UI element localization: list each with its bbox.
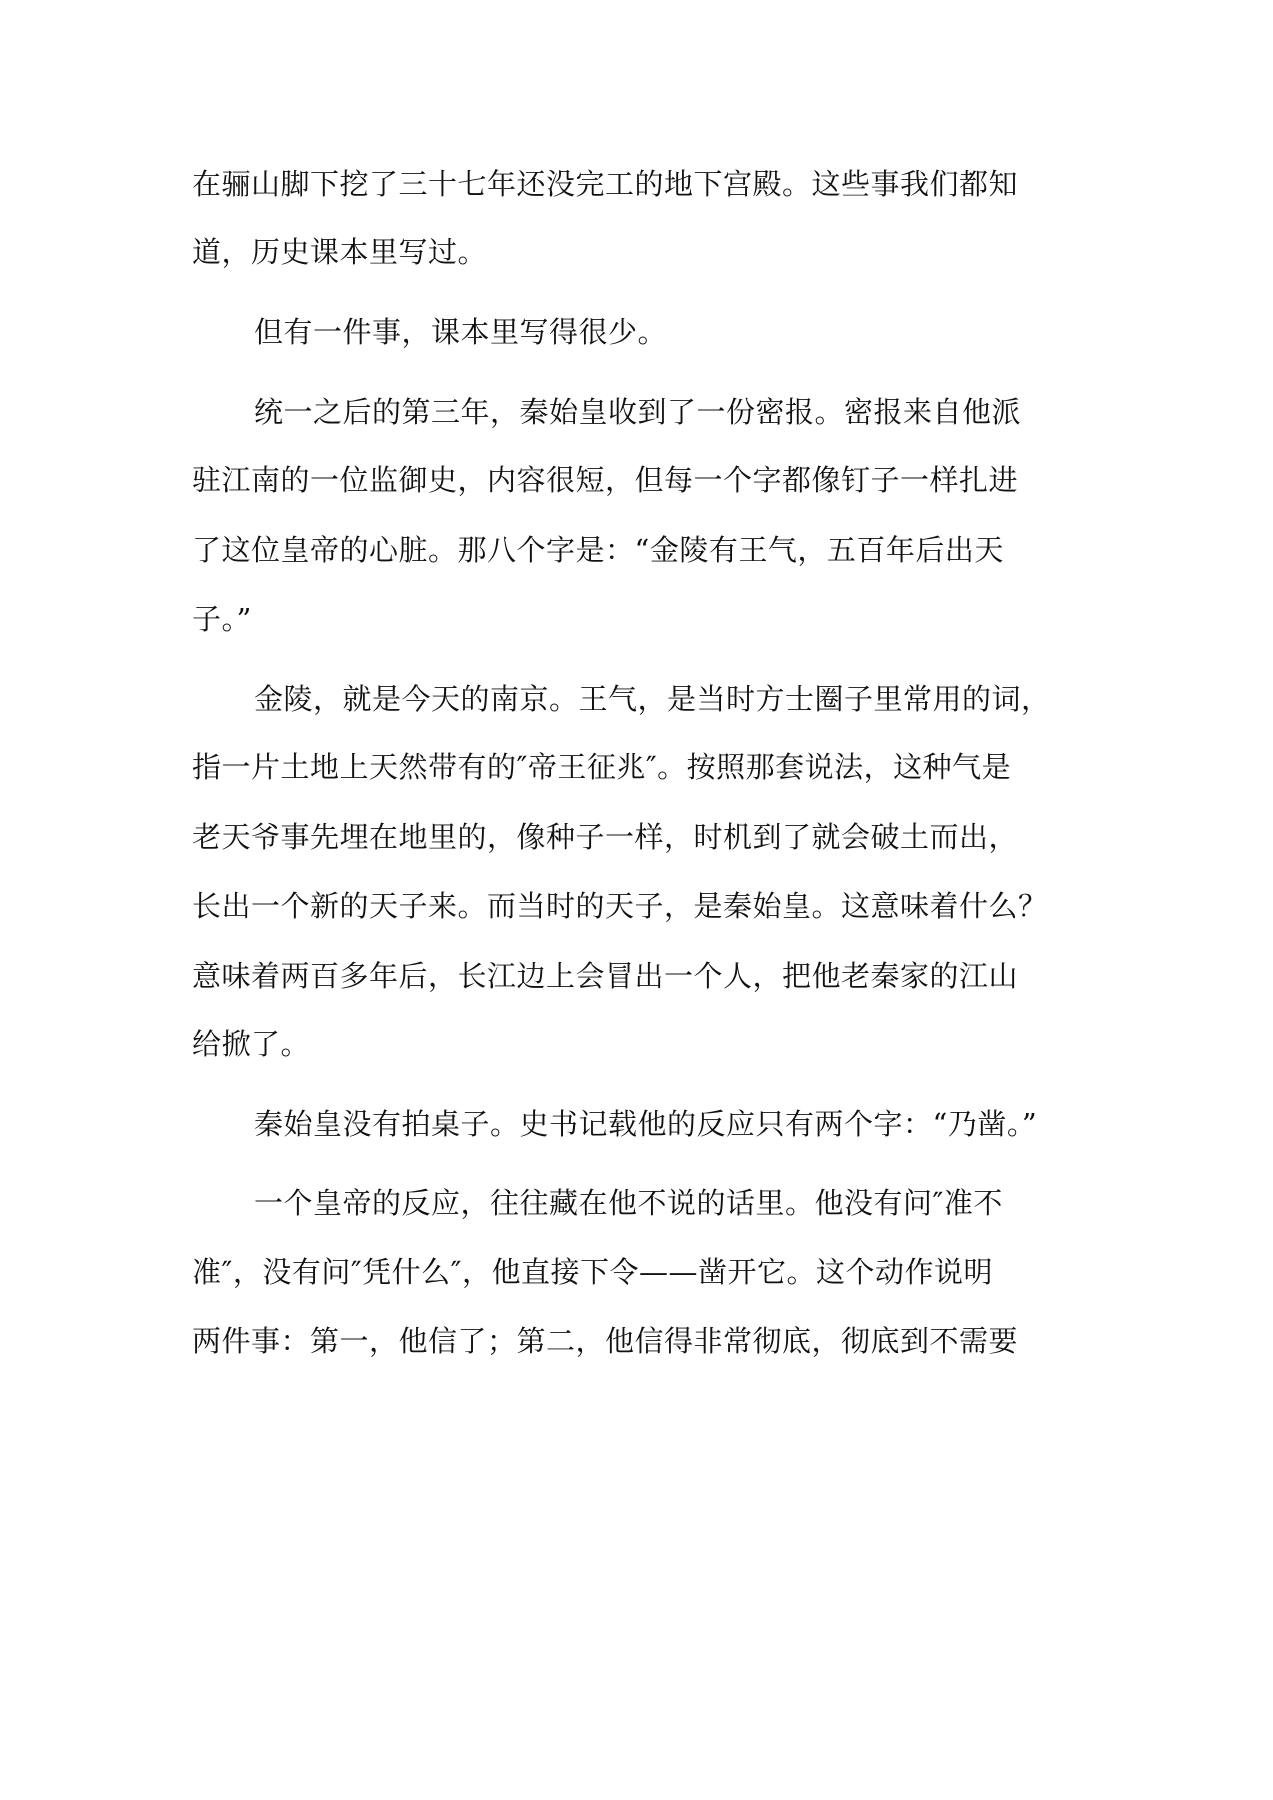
text-line: 了这位皇帝的心脏。那八个字是：“金陵有王气，五百年后出天: [192, 533, 1004, 567]
text-line: 子。”: [192, 602, 252, 636]
text-line: 两件事：第一，他信了；第二，他信得非常彻底，彻底到不需要: [192, 1324, 1019, 1358]
text-line: 长出一个新的天子来。而当时的天子，是秦始皇。这意味着什么？: [192, 889, 1048, 923]
paragraph-first-line: 秦始皇没有拍桌子。史书记载他的反应只有两个字：“乃凿。”: [254, 1107, 1038, 1141]
text-line: 在骊山脚下挖了三十七年还没完工的地下宫殿。这些事我们都知: [192, 167, 1019, 201]
text-line: 准″，没有问″凭什么″，他直接下令——凿开它。这个动作说明: [192, 1255, 993, 1289]
text-line: 给掀了。: [192, 1027, 311, 1061]
text-line: 道，历史课本里写过。: [192, 235, 488, 269]
text-line: 意味着两百多年后，长江边上会冒出一个人，把他老秦家的江山: [192, 959, 1019, 993]
paragraph-first-line: 但有一件事，课本里写得很少。: [254, 315, 668, 349]
paragraph-first-line: 金陵，就是今天的南京。王气，是当时方士圈子里常用的词，: [254, 682, 1051, 716]
paragraph-first-line: 统一之后的第三年，秦始皇收到了一份密报。密报来自他派: [254, 395, 1022, 429]
text-line: 驻江南的一位监御史，内容很短，但每一个字都像钉子一样扎进: [192, 463, 1019, 497]
text-line: 指一片土地上天然带有的″帝王征兆″。按照那套说法，这种气是: [192, 750, 1012, 784]
paragraph-first-line: 一个皇帝的反应，往往藏在他不说的话里。他没有问″准不: [254, 1186, 1003, 1220]
text-line: 老天爷事先埋在地里的，像种子一样，时机到了就会破土而出，: [192, 820, 1019, 854]
